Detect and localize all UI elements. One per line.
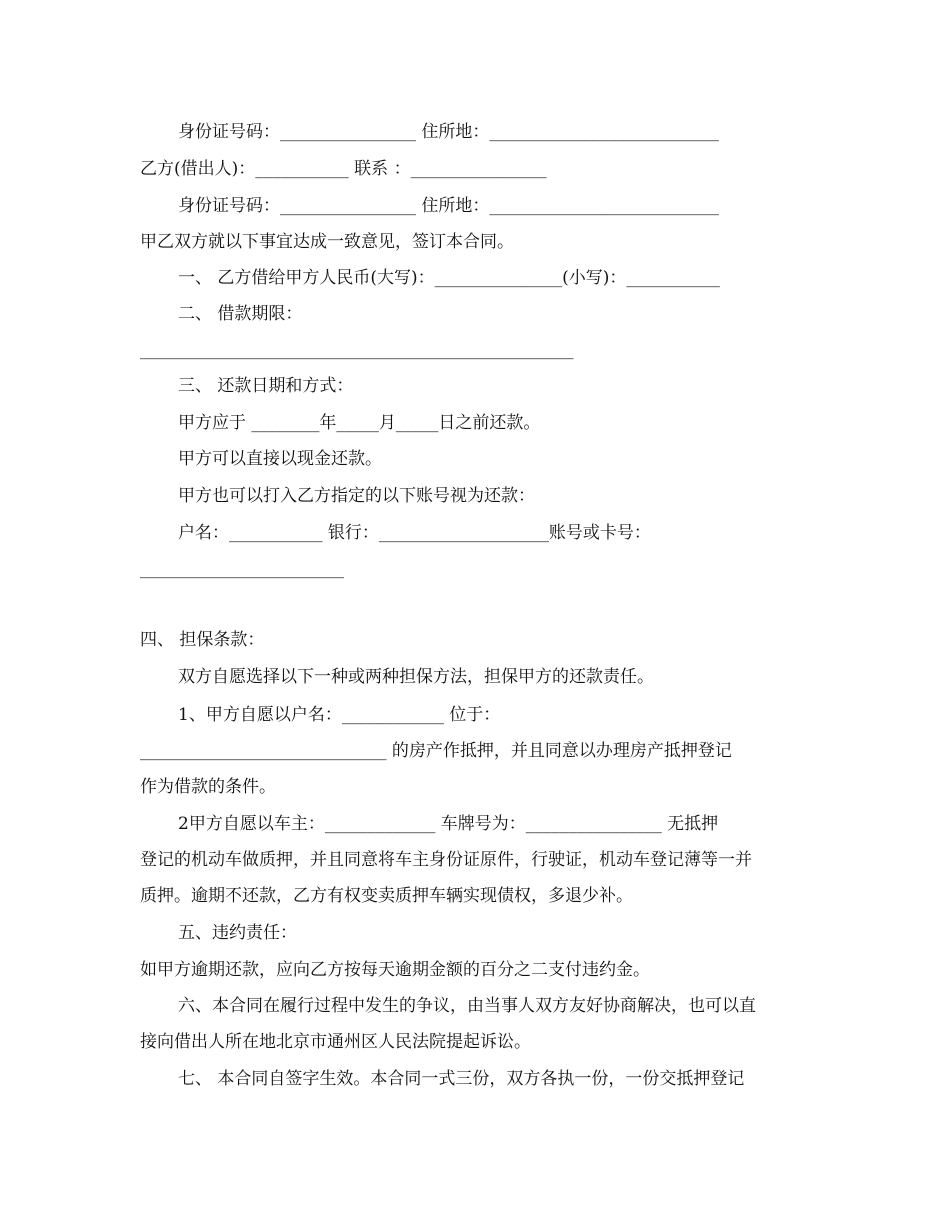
vehicle-guarantee-line: 2甲方自愿以车主：_____________ 车牌号为：________________ 无抵押 (178, 814, 719, 834)
account-details-line: 户名：___________ 银行：____________________账号或卡号： (178, 523, 651, 543)
loan-condition-line: 作为借款的条件。 (140, 777, 276, 797)
account-repayment-line: 甲方也可以打入乙方指定的以下账号视为还款： (178, 486, 535, 506)
text-line-lender: 乙方(借出人)：___________ 联系 ：________________ (140, 159, 547, 179)
clause-6-line: 六、本合同在履行过程中发生的争议，由当事人双方友好协商解决，也可以直 (178, 996, 756, 1016)
text-line-agreement: 甲乙双方就以下事宜达成一致意见，签订本合同。 (140, 232, 514, 252)
clause-7-line: 七、 本合同自签字生效。本合同一式三份，双方各执一份，一份交抵押登记 (178, 1069, 745, 1089)
text-line-borrower-id: 身份证号码：________________ 住所地：___________________________ (178, 122, 719, 142)
account-number-blank: ________________________ (140, 559, 344, 579)
vehicle-pledge-line: 登记的机动车做质押，并且同意将车主身份证原件，行驶证，机动车登记薄等一并 (140, 850, 752, 870)
clause-2-term: 二、 借款期限： (178, 304, 303, 324)
clause-3-heading: 三、 还款日期和方式： (178, 376, 354, 396)
penalty-line: 如甲方逾期还款，应向乙方按每天逾期金额的百分之二支付违约金。 (140, 960, 650, 980)
court-jurisdiction-line: 接向借出人所在地北京市通州区人民法院提起诉讼。 (140, 1032, 531, 1052)
clause-5-heading: 五、违约责任： (178, 923, 297, 943)
term-blank-line: ___________________________________________________ (140, 340, 574, 360)
clause-4-heading: 四、 担保条款： (140, 630, 265, 650)
cash-repayment-line: 甲方可以直接以现金还款。 (178, 449, 382, 469)
guarantee-choice-line: 双方自愿选择以下一种或两种担保方法，担保甲方的还款责任。 (178, 667, 654, 687)
text-line-lender-id: 身份证号码：________________ 住所地：___________________________ (178, 196, 719, 216)
property-guarantee-line: 1、甲方自愿以户名：____________ 位于： (178, 705, 501, 725)
pledge-remedy-line: 质押。逾期不还款，乙方有权变卖质押车辆实现债权，多退少补。 (140, 886, 633, 906)
property-mortgage-line: _____________________________ 的房产作抵押，并且同意以办理房产抵押登记 (140, 741, 732, 761)
repayment-date-line: 甲方应于 ________年_____月_____日之前还款。 (178, 413, 541, 433)
clause-1-amount: 一、 乙方借给甲方人民币(大写)：_______________(小写)：___________ (178, 268, 720, 288)
